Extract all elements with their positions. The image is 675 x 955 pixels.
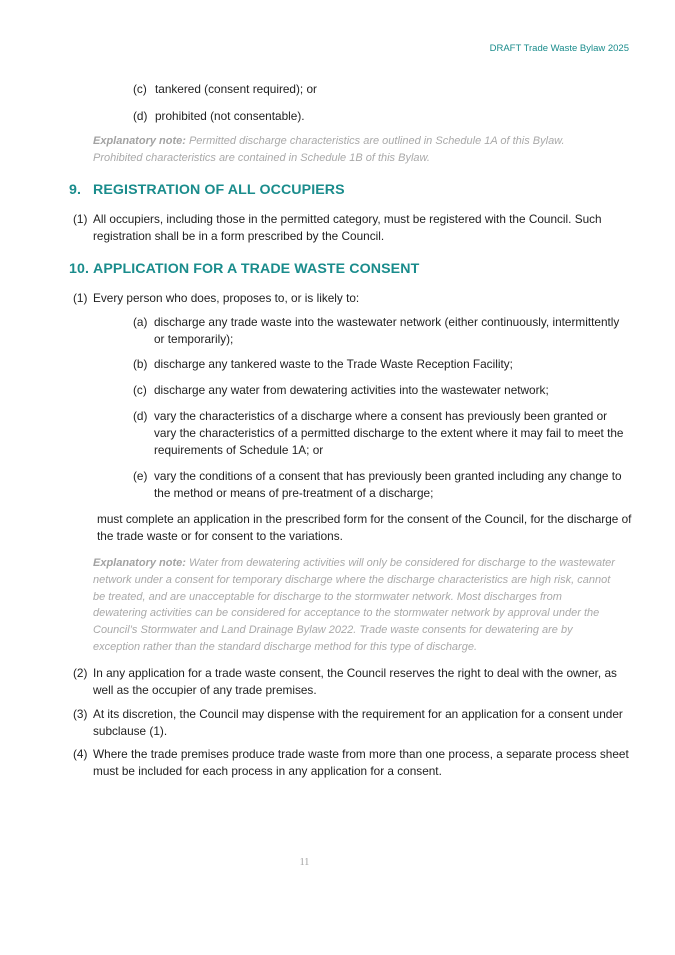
item-label: (d) [133, 109, 148, 123]
list-item [133, 382, 623, 399]
clause-text: Where the trade premises produce trade waste from more than one process, a separate process sheet must be included for each process in any application for a consent. [93, 747, 629, 778]
list-item [133, 356, 623, 373]
clause-label: (1) [73, 291, 88, 305]
clause [73, 290, 633, 307]
section-number: 9. [69, 182, 82, 198]
clause-label: (3) [73, 707, 88, 721]
section-heading-10 [69, 261, 629, 277]
list-item [133, 314, 623, 348]
list-item [133, 408, 629, 459]
clause-label: (4) [73, 747, 88, 761]
explanatory-note [93, 555, 615, 656]
item-text: discharge any tankered waste to the Trade Waste Reception Facility; [154, 357, 513, 371]
section-title: APPLICATION FOR A TRADE WASTE CONSENT [93, 261, 420, 277]
clause [73, 665, 633, 699]
item-label: (a) [133, 315, 148, 329]
item-label: (c) [133, 383, 147, 397]
clause-label: (1) [73, 212, 88, 226]
clause-text: At its discretion, the Council may dispense with the requirement for an application for a consent under subclause (1). [93, 707, 623, 738]
section-heading-9 [69, 182, 629, 198]
list-item [133, 108, 633, 125]
note-lead: Explanatory note: [93, 135, 186, 147]
explanatory-note [93, 133, 603, 167]
item-text: vary the conditions of a consent that has previously been granted including any change to the method or means of pre-treatment of a discharge; [154, 469, 622, 500]
document-header-title: DRAFT Trade Waste Bylaw 2025 [489, 43, 629, 54]
page-number: 11 [299, 857, 310, 868]
closing-paragraph: must complete an application in the prescribed form for the consent of the Council, for the discharge of the trade waste or for consent to the variations. [97, 512, 632, 543]
item-label: (b) [133, 357, 148, 371]
item-label: (e) [133, 469, 148, 483]
item-label: (c) [133, 82, 147, 96]
section-title: REGISTRATION OF ALL OCCUPIERS [93, 182, 345, 198]
section-number: 10. [69, 261, 90, 277]
note-text: Water from dewatering activities will only be considered for discharge to the wastewater network under a consent for temporary discharge where the discharge characteristics are high risk, cannot be treated, and are unacceptable for discharge to the stormwater network. Most discharges from dewatering activities can be considered for acceptance to the stormwater network by approval under the Council’s Stormwater and Land Drainage Bylaw 2022. Trade waste consents for dewatering are by exception rather than the standard discharge method for this type of discharge. [93, 557, 615, 653]
list-item [133, 468, 623, 502]
item-text: prohibited (not consentable). [155, 109, 305, 123]
item-text: tankered (consent required); or [155, 82, 317, 96]
clause [73, 746, 633, 780]
clause [73, 706, 633, 740]
clause-text: Every person who does, proposes to, or is likely to: [93, 291, 360, 305]
clause-text: All occupiers, including those in the permitted category, must be registered with the Council. Such registration shall be in a form prescribed by the Council. [93, 212, 602, 243]
list-item [133, 81, 633, 98]
clause-text: In any application for a trade waste consent, the Council reserves the right to deal with the owner, as well as the occupier of any trade premises. [93, 666, 617, 697]
item-text: vary the characteristics of a discharge where a consent has previously been granted or vary the characteristics of a permitted discharge to the extent where it may fail to meet the requirements of Schedule 1A; or [154, 409, 624, 457]
clause [73, 211, 633, 245]
item-text: discharge any trade waste into the wastewater network (either continuously, intermittently or temporarily); [154, 315, 620, 346]
item-text: discharge any water from dewatering activities into the wastewater network; [154, 383, 549, 397]
item-label: (d) [133, 409, 148, 423]
note-lead: Explanatory note: [93, 557, 186, 569]
note-text: Permitted discharge characteristics are outlined in Schedule 1A of this Bylaw. Prohibited characteristics are contained in Schedule 1B of this Bylaw. [93, 135, 565, 164]
clause-label: (2) [73, 666, 88, 680]
